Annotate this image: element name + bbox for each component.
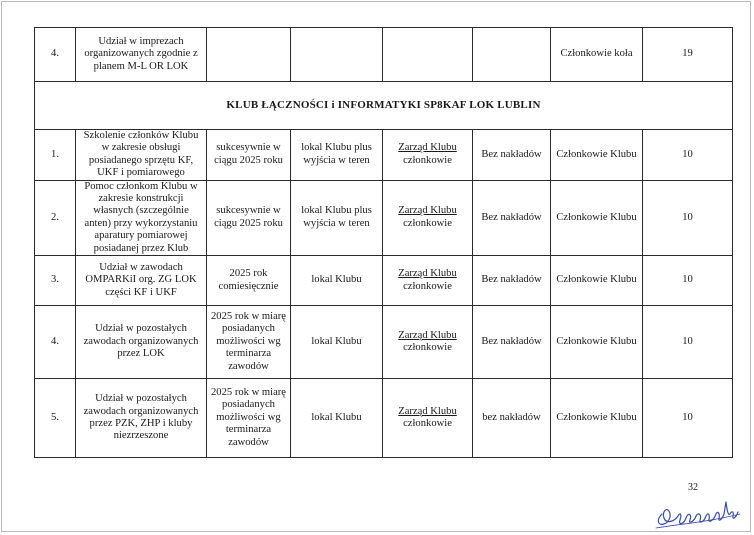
responsible-rest: członkowie (403, 280, 452, 292)
term-cell: sukcesywnie w ciągu 2025 roku (207, 130, 291, 181)
cost-cell (473, 28, 551, 82)
task-cell: Udział w zawodach OMPARKiI org. ZG LOK części KF i UKF (76, 256, 207, 306)
participants-cell: Członkowie Klubu (551, 306, 643, 379)
task-cell: Pomoc członkom Klubu w zakresie konstrukcji własnych (szczególnie anten) przy wykorzystaniu aparatury pomiarowej posiadanej przez Klub (76, 180, 207, 255)
term-cell: 2025 rok w miarę posiadanych możliwości wg terminarza zawodów (207, 379, 291, 458)
responsible-underlined: Zarząd Klubu (398, 142, 457, 154)
participants-cell: Członkowie Klubu (551, 180, 643, 255)
row-number: 4. (35, 28, 76, 82)
task-cell: Udział w imprezach organizowanych zgodnie z planem M-L OR LOK (76, 28, 207, 82)
responsible-underlined: Zarząd Klubu (398, 329, 457, 341)
row-number: 5. (35, 379, 76, 458)
term-cell: 2025 rok comiesięcznie (207, 256, 291, 306)
place-cell: lokal Klubu (291, 306, 383, 379)
participants-cell: Członkowie Klubu (551, 256, 643, 306)
responsible-cell (383, 379, 473, 458)
place-cell: lokal Klubu plus wyjścia w teren (291, 180, 383, 255)
responsible-cell (383, 130, 473, 181)
table-row (35, 180, 733, 255)
count-cell: 19 (643, 28, 733, 82)
responsible-cell (383, 306, 473, 379)
place-cell: lokal Klubu plus wyjścia w teren (291, 130, 383, 181)
handwritten-signature (650, 484, 746, 530)
responsible-cell (383, 256, 473, 306)
responsible-rest: członkowie (403, 154, 452, 166)
participants-cell: Członkowie Klubu (551, 379, 643, 458)
table-row (35, 130, 733, 181)
task-cell: Szkolenie członków Klubu w zakresie obsługi posiadanego sprzętu KF, UKF i pomiarowego (76, 130, 207, 181)
count-cell: 10 (643, 379, 733, 458)
responsible-underlined: Zarząd Klubu (398, 405, 457, 417)
row-number: 1. (35, 130, 76, 181)
participants-cell: Członkowie Klubu (551, 130, 643, 181)
row-number: 2. (35, 180, 76, 255)
place-cell (291, 28, 383, 82)
responsible-cell (383, 28, 473, 82)
cost-cell: Bez nakładów (473, 180, 551, 255)
participants-cell: Członkowie koła (551, 28, 643, 82)
table-row-top (35, 28, 733, 82)
task-cell: Udział w pozostałych zawodach organizowanych przez PZK, ZHP i kluby niezrzeszone (76, 379, 207, 458)
section-header-row (35, 82, 733, 130)
cost-cell: Bez nakładów (473, 306, 551, 379)
term-cell: sukcesywnie w ciągu 2025 roku (207, 180, 291, 255)
table-row (35, 379, 733, 458)
table-row (35, 306, 733, 379)
term-cell (207, 28, 291, 82)
responsible-underlined: Zarząd Klubu (398, 268, 457, 280)
plan-table (34, 27, 733, 458)
count-cell: 10 (643, 130, 733, 181)
section-title: KLUB ŁĄCZNOŚCI i INFORMATYKI SP8KAF LOK LUBLIN (35, 82, 733, 130)
term-cell: 2025 rok w miarę posiadanych możliwości wg terminarza zawodów (207, 306, 291, 379)
page-number: 32 (688, 482, 698, 493)
cost-cell: Bez nakładów (473, 130, 551, 181)
responsible-rest: członkowie (403, 342, 452, 354)
cost-cell: Bez nakładów (473, 256, 551, 306)
responsible-rest: członkowie (403, 217, 452, 229)
count-cell: 10 (643, 306, 733, 379)
place-cell: lokal Klubu (291, 256, 383, 306)
row-number: 3. (35, 256, 76, 306)
place-cell: lokal Klubu (291, 379, 383, 458)
table-row (35, 256, 733, 306)
responsible-rest: członkowie (403, 418, 452, 430)
count-cell: 10 (643, 180, 733, 255)
task-cell: Udział w pozostałych zawodach organizowanych przez LOK (76, 306, 207, 379)
responsible-underlined: Zarząd Klubu (398, 205, 457, 217)
row-number: 4. (35, 306, 76, 379)
responsible-cell (383, 180, 473, 255)
count-cell: 10 (643, 256, 733, 306)
cost-cell: bez nakładów (473, 379, 551, 458)
